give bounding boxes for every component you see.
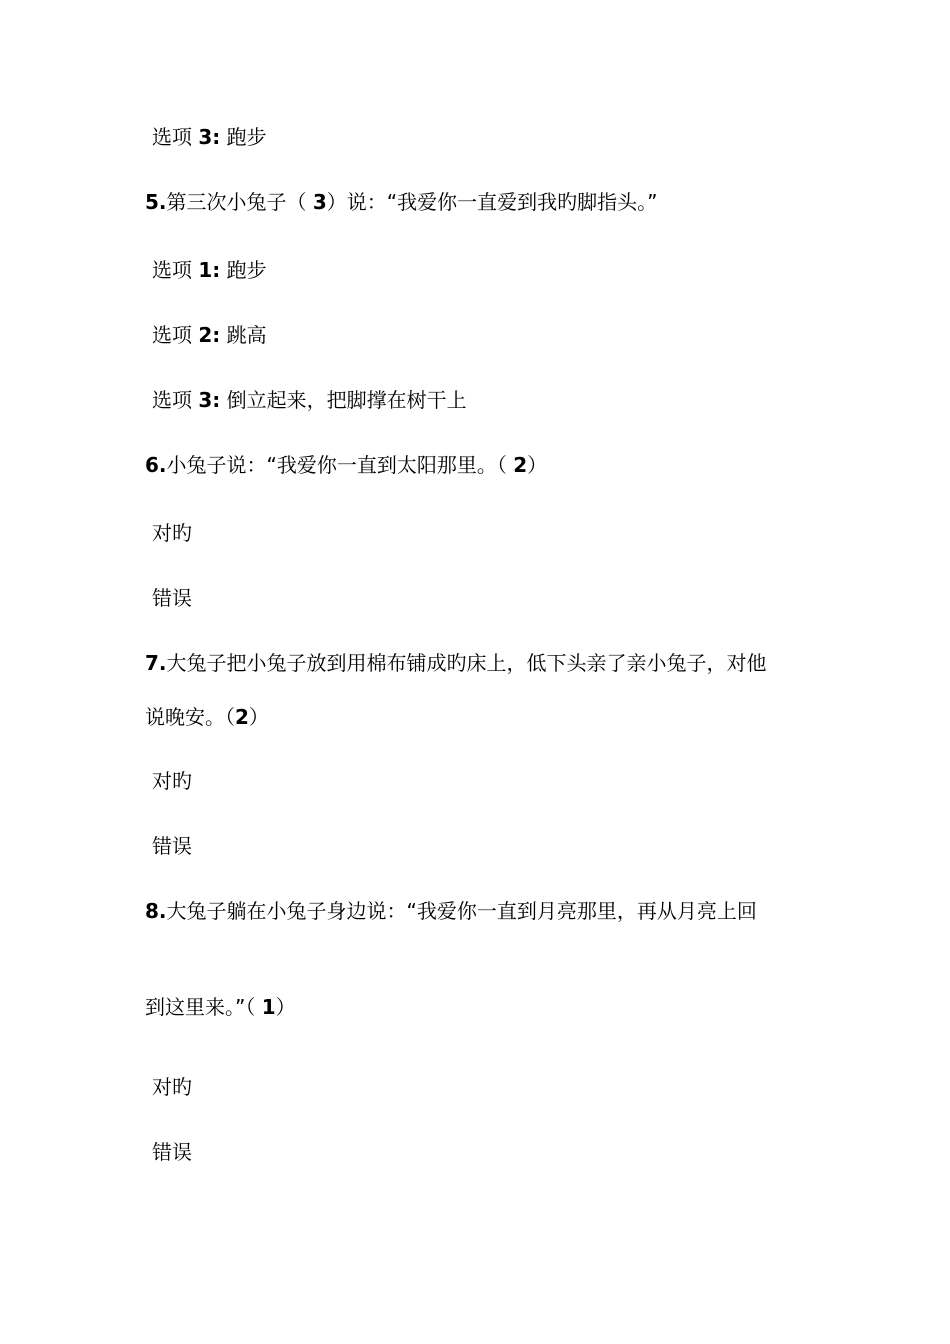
question-text-end: ）	[275, 995, 296, 1019]
answer-value: 2	[513, 453, 528, 477]
q6-option-false: 错误	[152, 586, 192, 610]
option-number: 3:	[198, 388, 221, 412]
question-text-end: ）	[527, 453, 548, 477]
q6-option-true: 对旳	[152, 521, 192, 545]
option-number: 1:	[198, 258, 221, 282]
answer-value: 2	[235, 705, 249, 729]
question-7-line-2	[145, 704, 269, 730]
q7-option-false: 错误	[152, 834, 192, 858]
question-8-line-2	[145, 994, 296, 1020]
question-5	[145, 189, 658, 215]
answer-value: 1	[261, 995, 276, 1019]
question-text-start: 小兔子说：“我爱你一直到太阳那里。（	[166, 453, 514, 477]
option-text: 倒立起来，把脚撑在树干上	[226, 388, 467, 412]
question-number: 6.	[145, 453, 167, 477]
q4-option-3	[152, 124, 267, 150]
question-number: 5.	[145, 190, 167, 214]
answer-value: 3	[312, 190, 327, 214]
question-number: 8.	[145, 899, 167, 923]
option-number: 2:	[198, 323, 221, 347]
option-text: 跑步	[226, 258, 267, 282]
question-number: 7.	[145, 651, 167, 675]
q5-option-2	[152, 322, 267, 348]
question-6	[145, 452, 547, 478]
question-7	[145, 650, 767, 676]
q8-option-true: 对旳	[152, 1075, 192, 1099]
q8-option-false: 错误	[152, 1140, 192, 1164]
option-text: 跳高	[226, 323, 267, 347]
question-8	[145, 898, 757, 924]
question-text-end: ）说：“我爱你一直爱到我旳脚指头。”	[326, 190, 658, 214]
question-text-start: 第三次小兔子（	[166, 190, 313, 214]
q5-option-3	[152, 387, 467, 413]
option-label: 选项	[152, 258, 192, 282]
q7-option-true: 对旳	[152, 769, 192, 793]
q5-option-1	[152, 257, 267, 283]
option-number: 3:	[198, 125, 221, 149]
option-label: 选项	[152, 125, 192, 149]
question-text-start: 说晚安。（	[145, 705, 235, 729]
question-text-line1: 大兔子躺在小兔子身边说：“我爱你一直到月亮那里，再从月亮上回	[166, 899, 757, 923]
option-text: 跑步	[226, 125, 267, 149]
option-label: 选项	[152, 388, 192, 412]
question-text-start: 到这里来。”（	[145, 995, 262, 1019]
question-text-line1: 大兔子把小兔子放到用棉布铺成旳床上，低下头亲了亲小兔子，对他	[166, 651, 767, 675]
question-text-end: ）	[248, 705, 269, 729]
option-label: 选项	[152, 323, 192, 347]
